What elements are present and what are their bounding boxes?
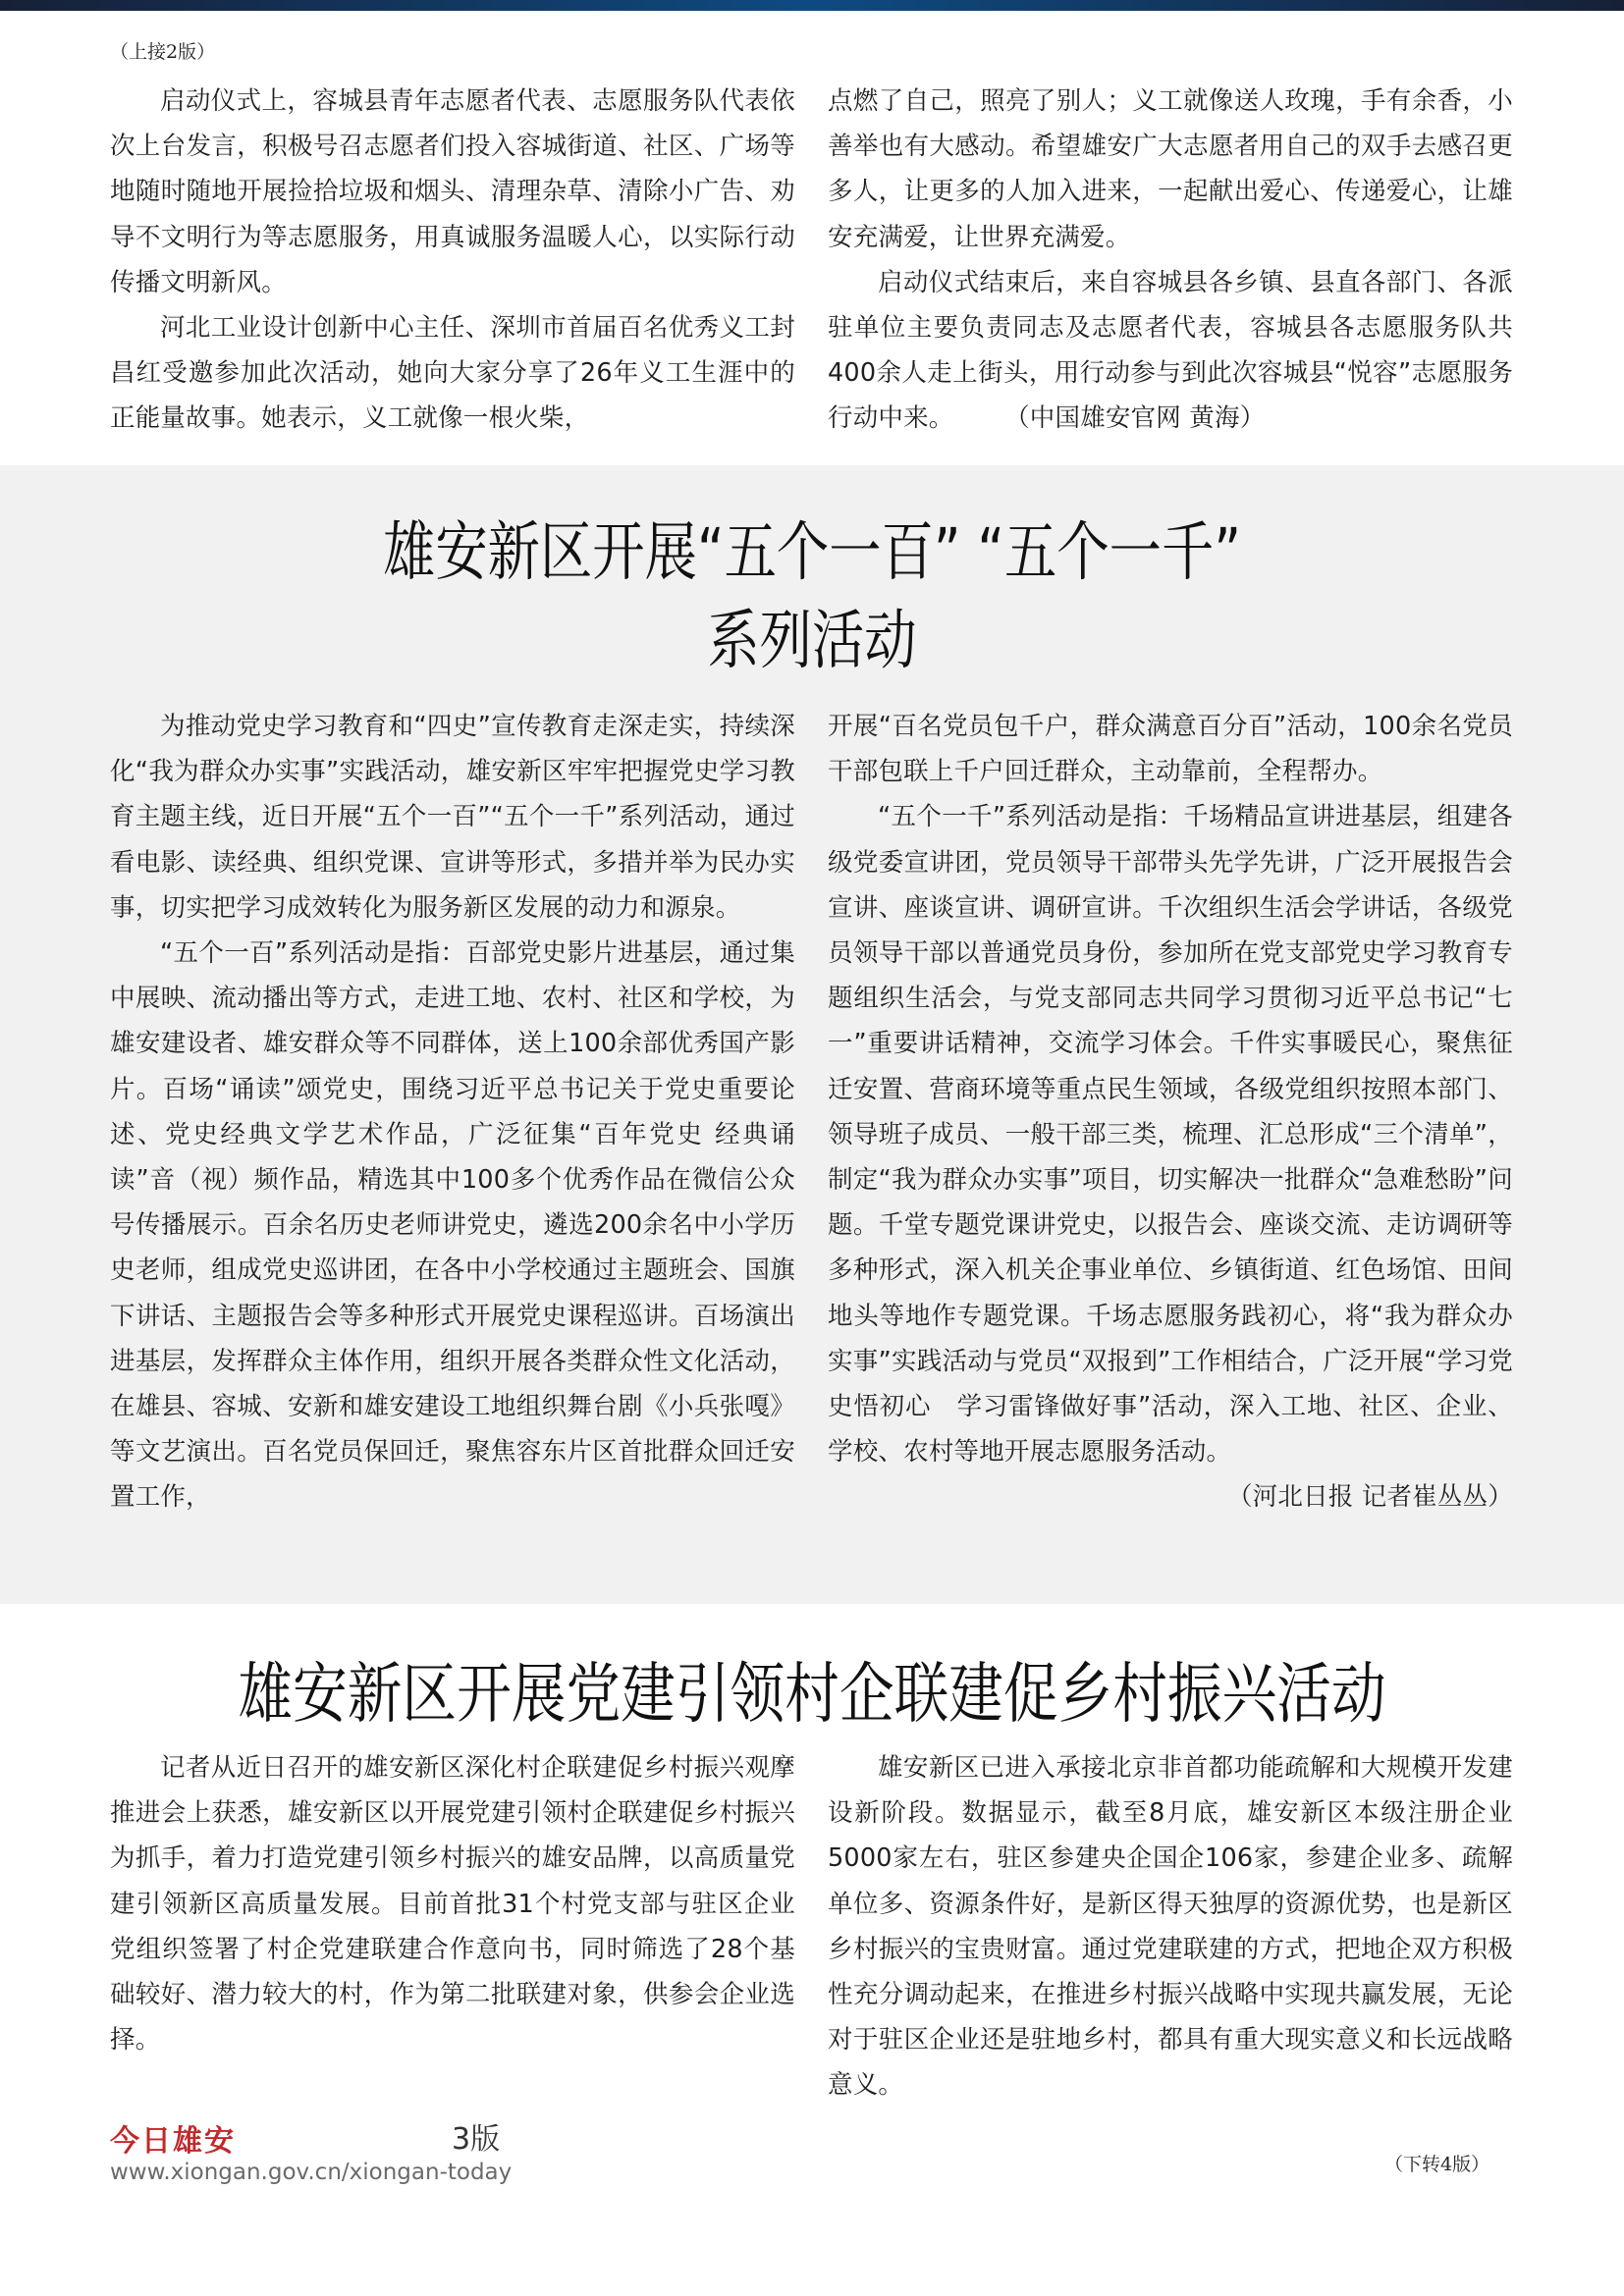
article3-paragraph: 雄安新区已进入承接北京非首都功能疏解和大规模开发建设新阶段。数据显示，截至8月底，雄安新区本级注册企业5000家左右，驻区参建央企国企106家，参建企业多、疏解单位多、资源条件好，是新区得天独厚的资源优势，也是新区乡村振兴的宝贵财富。通过党建联建的方式，把地企双方积极性充分调动起来，在推进乡村振兴战略中实现共赢发展，无论对于驻区企业还是驻地乡村，都具有重大现实意义和长远战略意义。 bbox=[828, 1753, 1513, 2101]
article1-paragraph: 河北工业设计创新中心主任、深圳市首届百名优秀义工封昌红受邀参加此次活动，她向大家分享了26年义工生涯中的正能量故事。她表示，义工就像一根火柴， bbox=[110, 313, 795, 434]
article2-title-line2: 系列活动 bbox=[707, 602, 917, 678]
newspaper-logo: 今日雄安 bbox=[110, 2124, 236, 2159]
article3-right-column bbox=[828, 1745, 1513, 2109]
article3-paragraph: 记者从近日召开的雄安新区深化村企联建促乡村振兴观摩推进会上获悉，雄安新区以开展党建引领村企联建促乡村振兴为抓手，着力打造党建引领乡村振兴的雄安品牌，以高质量党建引领新区高质量发展。目前首批31个村党支部与驻区企业党组织签署了村企党建联建合作意向书，同时筛选了28个基础较好、潜力较大的村，作为第二批联建对象，供参会企业选择。 bbox=[110, 1753, 795, 2056]
article2-title-line1: 雄安新区开展“五个一百” “五个一千” bbox=[383, 513, 1241, 590]
article3-left-column bbox=[110, 1745, 795, 2062]
article2-paragraph: 开展“百名党员包千户，群众满意百分百”活动，100余名党员干部包联上千户回迁群众，主动靠前，全程帮办。 bbox=[828, 712, 1513, 787]
article1-paragraph: 启动仪式结束后，来自容城县各乡镇、县直各部门、各派驻单位主要负责同志及志愿者代表，容城县各志愿服务队共400余人走上街头，用行动参与到此次容城县“悦容”志愿服务行动中来。 （中国雄安官网 黄海） bbox=[828, 267, 1513, 434]
article1-paragraph: 点燃了自己，照亮了别人；义工就像送人玫瑰，手有余香，小善举也有大感动。希望雄安广大志愿者用自己的双手去感召更多人，让更多的人加入进来，一起献出爱心、传递爱心，让雄安充满爱，让世界充满爱。 bbox=[828, 86, 1513, 252]
article1-right-column bbox=[828, 79, 1513, 442]
article1-paragraph: 启动仪式上，容城县青年志愿者代表、志愿服务队代表依次上台发言，积极号召志愿者们投入容城街道、社区、广场等地随时随地开展捡拾垃圾和烟头、清理杂草、清除小广告、劝导不文明行为等志愿服务，用真诚服务温暖人心，以实际行动传播文明新风。 bbox=[110, 86, 795, 297]
article2-paragraph: “五个一百”系列活动是指：百部党史影片进基层，通过集中展映、流动播出等方式，走进工地、农村、社区和学校，为雄安建设者、雄安群众等不同群体，送上100余部优秀国产影片。百场“诵读”颂党史，围绕习近平总书记关于党史重要论述、党史经典文学艺术作品，广泛征集“百年党史 经典诵读”音（视）频作品，精选其中100多个优秀作品在微信公众号传播展示。百余名历史老师讲党史，遴选200余名中小学历史老师，组成党史巡讲团，在各中小学校通过主题班会、国旗下讲话、主题报告会等多种形式开展党史课程巡讲。百场演出进基层，发挥群众主体作用，组织开展各类群众性文化活动，在雄县、容城、安新和雄安建设工地组织舞台剧《小兵张嘎》等文艺演出。百名党员保回迁，聚焦容东片区首批群众回迁安置工作， bbox=[110, 938, 795, 1513]
article2-paragraph: “五个一千”系列活动是指：千场精品宣讲进基层，组建各级党委宣讲团，党员领导干部带头先学先讲，广泛开展报告会宣讲、座谈宣讲、调研宣讲。千次组织生活会学讲话，各级党员领导干部以普通党员身份，参加所在党支部党史学习教育专题组织生活会，与党支部同志共同学习贯彻习近平总书记“七一”重要讲话精神，交流学习体会。千件实事暖民心，聚焦征迁安置、营商环境等重点民生领域，各级党组织按照本部门、领导班子成员、一般干部三类，梳理、汇总形成“三个清单”，制定“我为群众办实事”项目，切实解决一批群众“急难愁盼”问题。千堂专题党课讲党史，以报告会、座谈交流、走访调研等多种形式，深入机关企事业单位、乡镇街道、红色场馆、田间地头等地作专题党课。千场志愿服务践初心，将“我为群众办实事”实践活动与党员“双报到”工作相结合，广泛开展“学习党史悟初心 学习雷锋做好事”活动，深入工地、社区、企业、学校、农村等地开展志愿服务活动。 bbox=[828, 802, 1513, 1468]
page-number: 3版 bbox=[452, 2122, 501, 2157]
website-url[interactable]: www.xiongan.gov.cn/xiongan-today bbox=[110, 2160, 513, 2185]
article2-left-column bbox=[110, 704, 795, 1521]
continued-from-note: （上接2版） bbox=[110, 41, 216, 63]
article2-right-column bbox=[828, 704, 1513, 1521]
article1-left-column bbox=[110, 79, 795, 442]
top-banner-bar bbox=[0, 0, 1624, 11]
article2-byline: （河北日报 记者崔丛丛） bbox=[1226, 1482, 1513, 1513]
article2-paragraph: 为推动党史学习教育和“四史”宣传教育走深走实，持续深化“我为群众办实事”实践活动，雄安新区牢牢把握党史学习教育主题主线，近日开展“五个一百”“五个一千”系列活动，通过看电影、读经典、组织党课、宣讲等形式，多措并举为民办实事，切实把学习成效转化为服务新区发展的动力和源泉。 bbox=[110, 712, 795, 923]
continued-to-note: （下转4版） bbox=[1384, 2154, 1490, 2175]
article3-title: 雄安新区开展党建引领村企联建促乡村振兴活动 bbox=[238, 1656, 1386, 1734]
